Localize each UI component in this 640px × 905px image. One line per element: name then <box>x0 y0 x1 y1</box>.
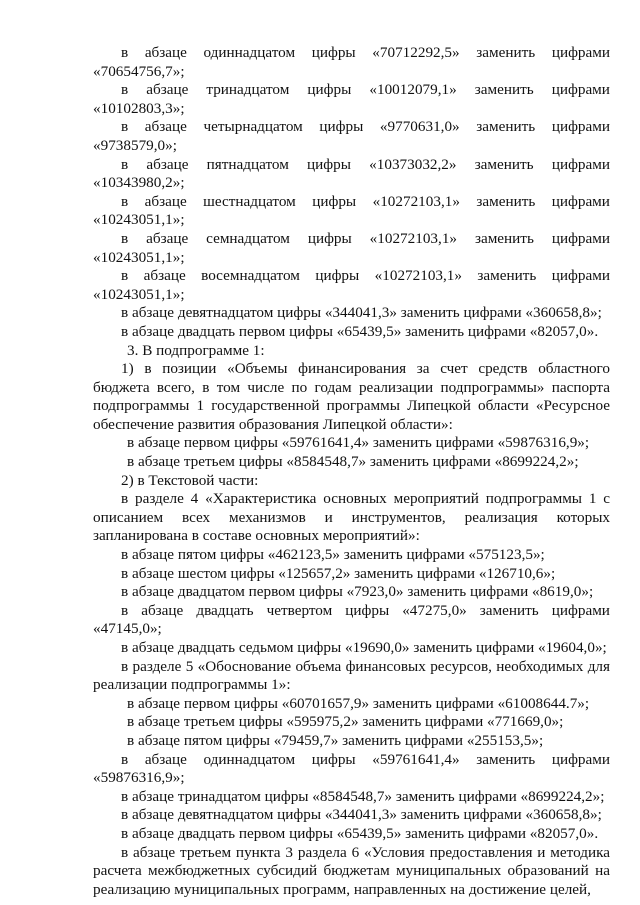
amend-line-11-head: в абзаце одиннадцатом цифры «70712292,5» заменить цифрами <box>121 44 610 61</box>
section-5-line-19: в абзаце девятнадцатом цифры «344041,3» заменить цифрами «360658,8»; <box>121 806 602 824</box>
amend-line-15-head: в абзаце пятнадцатом цифры «10373032,2» заменить цифрами <box>121 155 610 173</box>
amend-line-13-tail: «10102803,3»; <box>93 99 185 117</box>
section-4-line-24-tail: «47145,0»; <box>93 620 162 638</box>
section-5-line-11-tail: «59876316,9»; <box>93 769 185 787</box>
amend-line-18-tail: «10243051,1»; <box>93 285 185 303</box>
document-body <box>93 44 610 899</box>
section-5-line-11-head: в абзаце одиннадцатом цифры «59761641,4» заменить цифрами <box>121 750 610 768</box>
amend-line-14-tail: «9738579,0»; <box>93 136 177 154</box>
amend-line-17-head: в абзаце семнадцатом цифры «10272103,1» заменить цифрами <box>121 229 610 247</box>
section-5-line-1: в абзаце первом цифры «60701657,9» заменить цифрами «61008644.7»; <box>127 694 590 712</box>
amend-line-21: в абзаце двадцать первом цифры «65439,5» заменить цифрами «82057,0». <box>121 322 599 340</box>
section-5-paragraph: в разделе 5 «Обоснование объема финансовых ресурсов, необходимых для реализации подпрограммы 1»: <box>93 657 610 694</box>
section-5-line-3: в абзаце третьем цифры «595975,2» заменить цифрами «771669,0»; <box>127 713 564 731</box>
amend-line-18-head: в абзаце восемнадцатом цифры «10272103,1» заменить цифрами <box>121 267 610 285</box>
section-4-line-5: в абзаце пятом цифры «462123,5» заменить цифрами «575123,5»; <box>121 546 545 564</box>
passport-line-1: в абзаце первом цифры «59761641,4» заменить цифрами «59876316,9»; <box>127 434 590 452</box>
section-4-line-27: в абзаце двадцать седьмом цифры «19690,0» заменить цифрами «19604,0»; <box>121 639 607 656</box>
section-5-line-21: в абзаце двадцать первом цифры «65439,5» заменить цифрами «82057,0». <box>121 824 599 842</box>
section-4-line-6: в абзаце шестом цифры «125657,2» заменить цифрами «126710,6»; <box>121 564 556 582</box>
amend-line-11-tail: «70654756,7»; <box>93 62 185 80</box>
amend-line-13-head: в абзаце тринадцатом цифры «10012079,1» заменить цифрами <box>121 81 610 99</box>
section-5-line-13: в абзаце тринадцатом цифры «8584548,7» заменить цифрами «8699224,2»; <box>121 787 605 805</box>
amend-line-16-head: в абзаце шестнадцатом цифры «10272103,1» заменить цифрами <box>121 192 610 210</box>
amend-line-15-tail: «10343980,2»; <box>93 174 185 192</box>
amend-line-16-tail: «10243051,1»; <box>93 211 185 229</box>
section-4-line-21: в абзаце двадцатом первом цифры «7923,0» заменить цифрами «8619,0»; <box>121 583 594 601</box>
item-1-paragraph: 1) в позиции «Объемы финансирования за счет средств областного бюджета всего, в том числе по годам реализации подпрограммы» паспорта подпрограммы 1 государственной программы Липецкой области «Ресурсное обеспечение развития образования Липецкой области»: <box>93 360 610 433</box>
item-2-heading: 2) в Текстовой части: <box>121 471 259 489</box>
passport-line-3: в абзаце третьем цифры «8584548,7» заменить цифрами «8699224,2»; <box>127 453 579 471</box>
section-3-heading: 3. В подпрограмме 1: <box>127 341 265 359</box>
amend-line-19: в абзаце девятнадцатом цифры «344041,3» заменить цифрами «360658,8»; <box>121 304 602 322</box>
amend-line-14-head: в абзаце четырнадцатом цифры «9770631,0» заменить цифрами <box>121 118 610 136</box>
section-5-line-5: в абзаце пятом цифры «79459,7» заменить цифрами «255153,5»; <box>127 731 544 749</box>
section-4-line-24-head: в абзаце двадцать четвертом цифры «47275,0» заменить цифрами <box>121 601 610 619</box>
amend-line-17-tail: «10243051,1»; <box>93 248 185 266</box>
section-6-paragraph: в абзаце третьем пункта 3 раздела 6 «Условия предоставления и методика расчета межбюджетных субсидий бюджетам муниципальных образований на реализацию муниципальных программ, направленных на достижение целей, <box>93 843 610 898</box>
section-4-paragraph: в разделе 4 «Характеристика основных мероприятий подпрограммы 1 с описанием всех механизмов и инструментов, реализация которых запланирована в составе основных мероприятий»: <box>93 490 610 545</box>
